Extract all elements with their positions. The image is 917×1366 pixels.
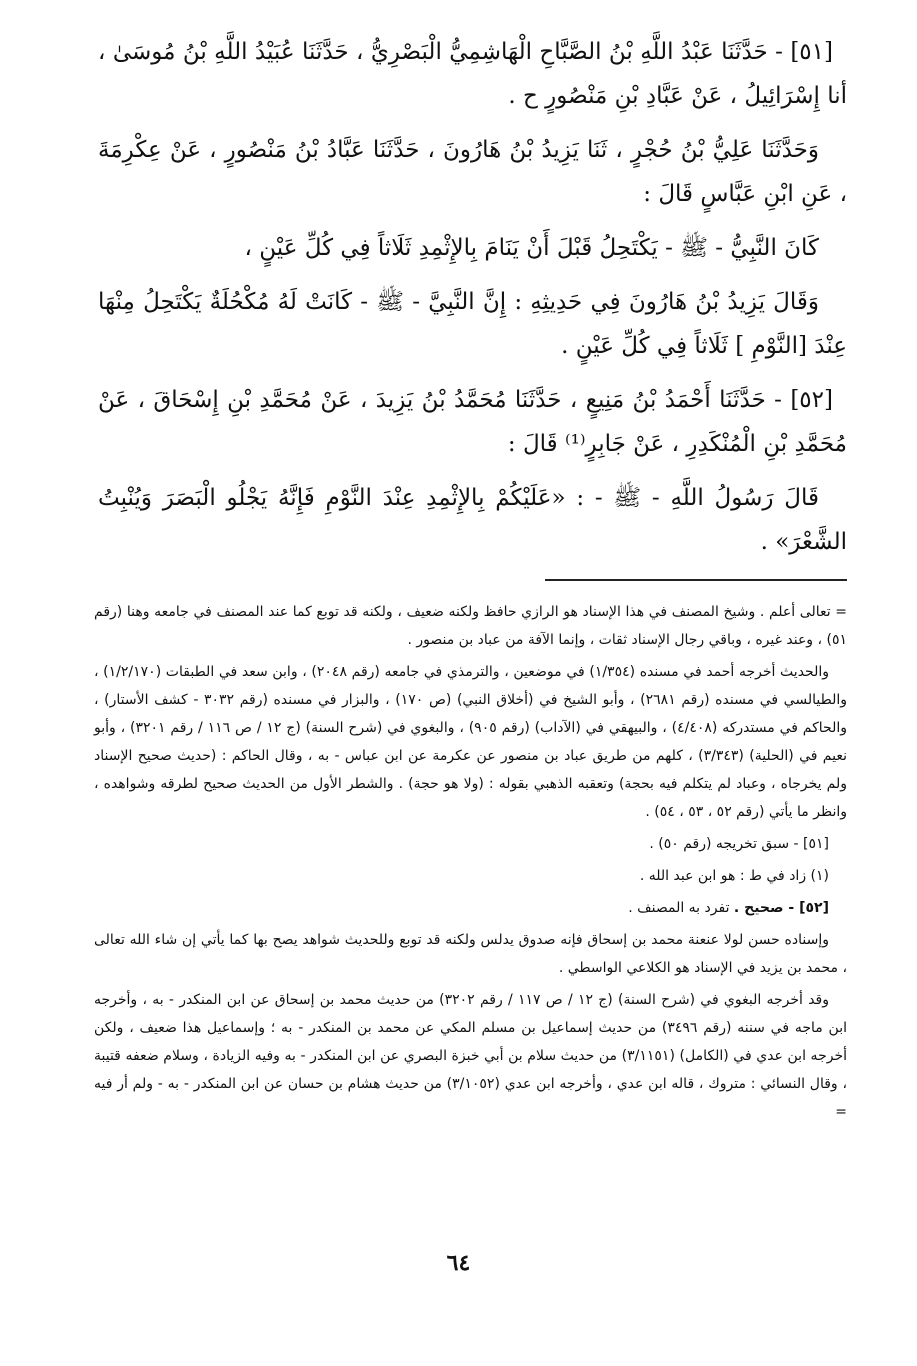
- hadith-51-matn: كَانَ النَّبِيُّ - ﷺ - يَكْتَحِلُ قَبْلَ أَنْ يَنَامَ بِالإِثْمِدِ ثَلَاثاً فِي كُلِّ عَيْنٍ ،: [244, 235, 819, 261]
- footnotes: [94, 598, 847, 1130]
- footnote-continuation: = تعالى أعلم . وشيخ المصنف في هذا الإسناد هو الرازي حافظ ولكنه ضعيف ، ولكنه قد توبع كما عند المصنف في جامعه وهنا (رقم ٥١) ، وعند غيره ، وباقي رجال الإسناد ثقات ، وإنما الآفة من عباد بن منصور .: [94, 604, 847, 648]
- footnote-52-takhrij: وقد أخرجه البغوي في (شرح السنة) (ج ١٢ / ص ١١٧ / رقم ٣٢٠٢) من حديث محمد بن إسحاق عن ابن المنكدر - به ، وأخرجه ابن ماجه في سننه (رقم ٣٤٩٦) من حديث إسماعيل بن مسلم المكي عن محمد بن المنكدر - به ؛ وإسماعيل هذا ضعيف ، ولكن أخرجه ابن عدي في (الكامل) (٣/١١٥١) من حديث سلام بن أبي خبزة البصري عن ابن المنكدر - به وفيه الزيادة ، وسلام ضعفه قتيبة ، وقال النسائي : متروك ، قاله ابن عدي ، وأخرجه ابن عدي (٣/١٠٥٢) من حديث هشام بن حسان عن ابن المنكدر - به - ولم أر فيه =: [94, 992, 847, 1120]
- hadith-51-variant: وَقَالَ يَزِيدُ بْنُ هَارُونَ فِي حَدِيثِهِ : إِنَّ النَّبِيَّ - ﷺ - كَانَتْ لَهُ مُكْحُلَةٌ يَكْتَحِلُ مِنْهَا عِنْدَ [النَّوْمِ ] ثَلَاثاً فِي كُلِّ عَيْنٍ .: [98, 289, 847, 359]
- footnote-52-label: [٥٢] - صحيح .: [733, 900, 829, 916]
- footnote-takhrij-51: والحديث أخرجه أحمد في مسنده (١/٣٥٤) في موضعين ، والترمذي في جامعه (رقم ٢٠٤٨) ، وابن سعد في الطبقات (١/٢/١٧٠) ، والطيالسي في مسنده (رقم ٢٦٨١) ، وأبو الشيخ في (أخلاق النبي) (ص ١٧٠) ، والبزار في مسنده (رقم ٣٠٣٢ - كشف الأستار) ، والحاكم في مستدركه (٤/٤٠٨) ، والبيهقي في (الآداب) (رقم ٩٠٥) ، والبغوي في (شرح السنة) (ج ١٢ / ص ١١٦ / رقم ٣٢٠١) ، وأبو نعيم في (الحلية) (٣/٣٤٣) ، كلهم من طريق عباد بن منصور عن عكرمة عن ابن عباس - به ، وقال الحاكم : (حديث صحيح الإسناد ولم يخرجاه ، وعباد لم يتكلم فيه بحجة) وتعقبه الذهبي بقوله : (ولا هو حجة) . والشطر الأول من الحديث صحيح لطرقه وشواهده ، وانظر ما يأتي (رقم ٥٢ ، ٥٣ ، ٥٤) .: [94, 664, 848, 820]
- footnote-1: (١) زاد في ط : هو ابن عبد الله .: [639, 868, 829, 884]
- hadith-51-second-isnad: وَحَدَّثَنَا عَلِيُّ بْنُ حُجْرٍ ، ثَنَا يَزِيدُ بْنُ هَارُونَ ، حَدَّثَنَا عَبَّادُ بْنُ مَنْصُورٍ ، عَنْ عِكْرِمَةَ ، عَنِ ابْنِ عَبَّاسٍ قَالَ :: [98, 137, 847, 207]
- footnote-52-isnad-note: وإسناده حسن لولا عنعنة محمد بن إسحاق فإنه صدوق يدلس ولكنه قد توبع وللحديث شواهد يصح بها كما يأتي إن شاء الله تعالى ، محمد بن يزيد في الإسناد هو الكلاعي الواسطي .: [94, 932, 847, 976]
- page-number: ٦٤: [446, 1250, 471, 1276]
- hadith-52-isnad: [٥٢] - حَدَّثَنَا أَحْمَدُ بْنُ مَنِيعٍ ، حَدَّثَنَا مُحَمَّدُ بْنُ يَزِيدَ ، عَنْ مُحَمَّدِ بْنِ إِسْحَاقَ ، عَنْ مُحَمَّدِ بْنِ الْمُنْكَدِرِ ، عَنْ جَابِرٍ⁽¹⁾ قَالَ :: [98, 387, 847, 457]
- footnote-51-ref: [٥١] - سبق تخريجه (رقم ٥٠) .: [649, 836, 829, 852]
- footnote-divider: [545, 579, 847, 581]
- footnote-52-text: تفرد به المصنف .: [628, 900, 730, 916]
- hadith-52-matn: قَالَ رَسُولُ اللَّهِ - ﷺ - : «عَلَيْكُمْ بِالإِثْمِدِ عِنْدَ النَّوْمِ فَإِنَّهُ يَجْلُو الْبَصَرَ وَيُنْبِتُ الشَّعْرَ» .: [98, 485, 847, 555]
- hadith-51-isnad: [٥١] - حَدَّثَنَا عَبْدُ اللَّهِ بْنُ الصَّبَّاحِ الْهَاشِمِيُّ الْبَصْرِيُّ ، حَدَّثَنَا عُبَيْدُ اللَّهِ بْنُ مُوسَىٰ ، أنا إِسْرَائِيلُ ، عَنْ عَبَّادِ بْنِ مَنْصُورٍ ح .: [98, 39, 847, 109]
- main-text: [98, 30, 847, 574]
- footnote-52-grade: [94, 894, 847, 922]
